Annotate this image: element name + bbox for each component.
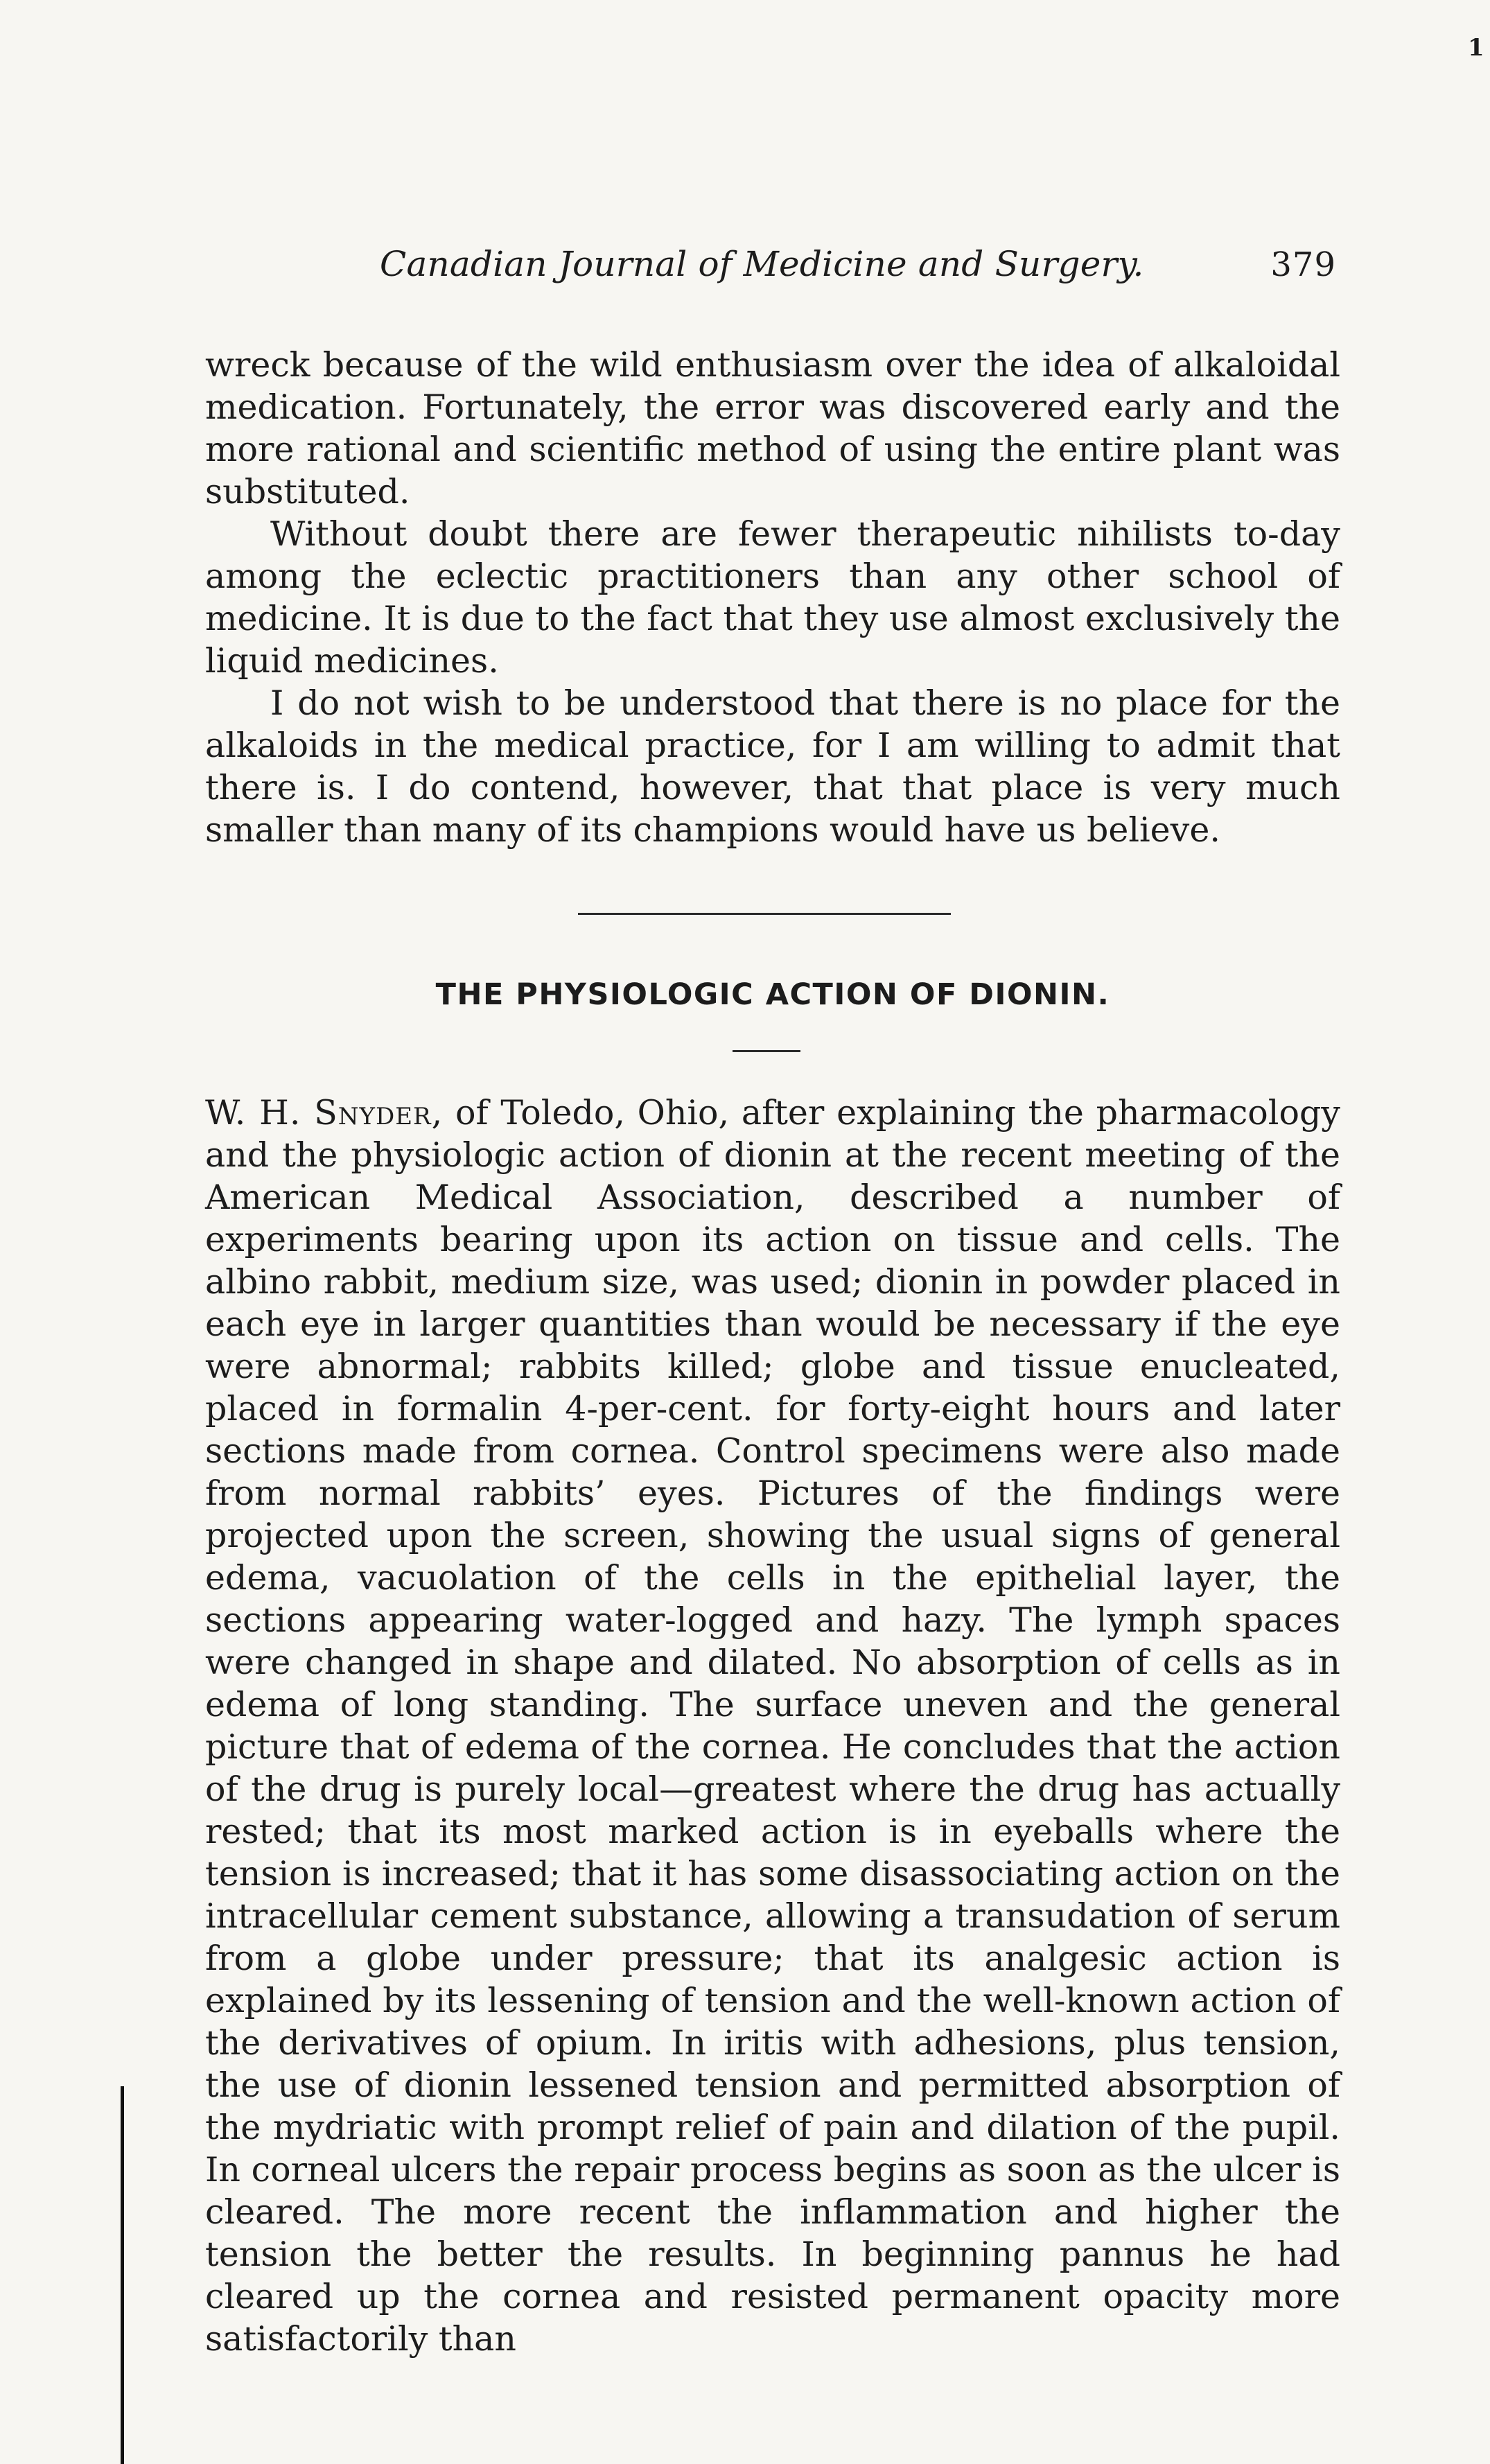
paragraph: Without doubt there are fewer therapeutic nihilists to-day among the eclectic practitioners than any other school of medicine. It is due to the fact that they use almost exclusively the liquid medicines.	[205, 514, 1340, 681]
article-paragraph	[205, 1092, 1340, 2360]
article-title: THE PHYSIOLOGIC ACTION OF DIONIN.	[435, 977, 1110, 1012]
title-underline	[733, 1050, 800, 1052]
paragraph: I do not wish to be understood that there is no place for the alkaloids in the medical practice, for I am willing to admit that there is. I do contend, however, that that place is very much smaller than many of its champions would have us believe.	[205, 683, 1340, 850]
article-text: of Toledo, Ohio, after explaining the pharmacology and the physiologic action of dionin at the recent meeting of the American Medical Association, described a number of experiments bearing upon its action on tissue and cells. The albino rabbit, medium size, was used; dionin in powder placed in each eye in larger quantities than would be necessary if the eye were abnormal; rabbits killed; globe and tissue enucleated, placed in formalin 4-per-cent. for forty-eight hours and later sections made from cornea. Control specimens were also made from normal rabbits’ eyes. Pictures of the findings were projected upon the screen, showing the usual signs of general edema, vacuolation of the cells in the epithelial layer, the sections appearing water-logged and hazy. The lymph spaces were changed in shape and dilated. No absorption of cells as in edema of long standing. The surface uneven and the general picture that of edema of the cornea. He concludes that the action of the drug is purely local—greatest where the drug has actually rested; that its most marked action is in eyeballs where the tension is increased; that it has some disassociating action on the intracellular cement substance, allowing a transudation of serum from a globe under pressure; that its analgesic action is explained by its lessening of tension and the well-known action of the derivatives of opium. In iritis with adhesions, plus tension, the use of dionin lessened tension and permitted absorption of the mydriatic with prompt relief of pain and dilation of the pupil. In corneal ulcers the repair process begins as soon as the ulcer is cleared. The more recent the inflammation and higher the tension the better the results. In beginning pannus he had cleared up the cornea and resisted permanent opacity more satisfactorily than	[205, 1093, 1340, 2359]
page-header	[208, 244, 1336, 292]
author-name: W. H. Snyder,	[205, 1093, 444, 1133]
margin-rule	[121, 2086, 124, 2464]
page-number: 379	[1270, 245, 1336, 284]
corner-mark: 1	[1468, 34, 1484, 62]
running-title: Canadian Journal of Medicine and Surgery.	[380, 244, 1144, 284]
section-divider	[578, 913, 951, 915]
continued-text	[205, 344, 1340, 851]
paragraph: wreck because of the wild enthusiasm over the idea of alkaloidal medication. Fortunately, the error was discovered early and the more rational and scientific method of using the entire plant was substituted.	[205, 345, 1340, 512]
article-body	[205, 1092, 1340, 2360]
